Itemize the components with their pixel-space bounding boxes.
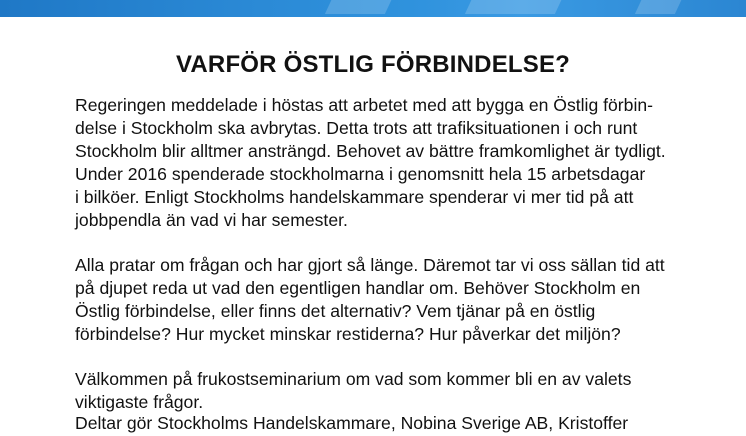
text-line: jobbpendla än vad vi har semester. xyxy=(75,210,348,230)
banner-streak xyxy=(325,0,395,14)
text-line: förbindelse? Hur mycket minskar restiderna? Hur påverkar det miljön? xyxy=(75,324,621,344)
text-line: Under 2016 spenderade stockholmarna i genomsnitt hela 15 arbetsdagar xyxy=(75,164,646,184)
article-body xyxy=(75,94,681,436)
cutoff-text-line: Deltar gör Stockholms Handelskammare, Nobina Sverige AB, Kristoffer xyxy=(75,413,629,433)
text-line: Regeringen meddelade i höstas att arbetet med att bygga en Östlig förbin- xyxy=(75,95,654,115)
text-line: Alla pratar om frågan och har gjort så länge. Däremot tar vi oss sällan tid att xyxy=(75,255,665,275)
top-banner xyxy=(0,0,746,17)
text-line: i bilköer. Enligt Stockholms handelskammare spenderar vi mer tid på att xyxy=(75,187,634,207)
paragraph-welcome xyxy=(75,368,681,414)
text-line: Välkommen på frukostseminarium om vad som kommer bli en av valets xyxy=(75,369,632,389)
page-title: VARFÖR ÖSTLIG FÖRBINDELSE? xyxy=(175,51,571,78)
banner-streak xyxy=(635,0,685,14)
text-line: Stockholm blir alltmer ansträngd. Behovet av bättre framkomlighet är tydligt. xyxy=(75,141,666,161)
text-line: Östlig förbindelse, eller finns det alternativ? Vem tjänar på en östlig xyxy=(75,301,596,321)
paragraph-intro xyxy=(75,94,681,232)
text-line: delse i Stockholm ska avbrytas. Detta trots att trafiksituationen i och runt xyxy=(75,118,638,138)
text-line: på djupet reda ut vad den egentligen handlar om. Behöver Stockholm en xyxy=(75,278,641,298)
text-line: viktigaste frågor. xyxy=(75,392,204,412)
banner-streak xyxy=(465,0,565,14)
paragraph-questions xyxy=(75,254,681,346)
